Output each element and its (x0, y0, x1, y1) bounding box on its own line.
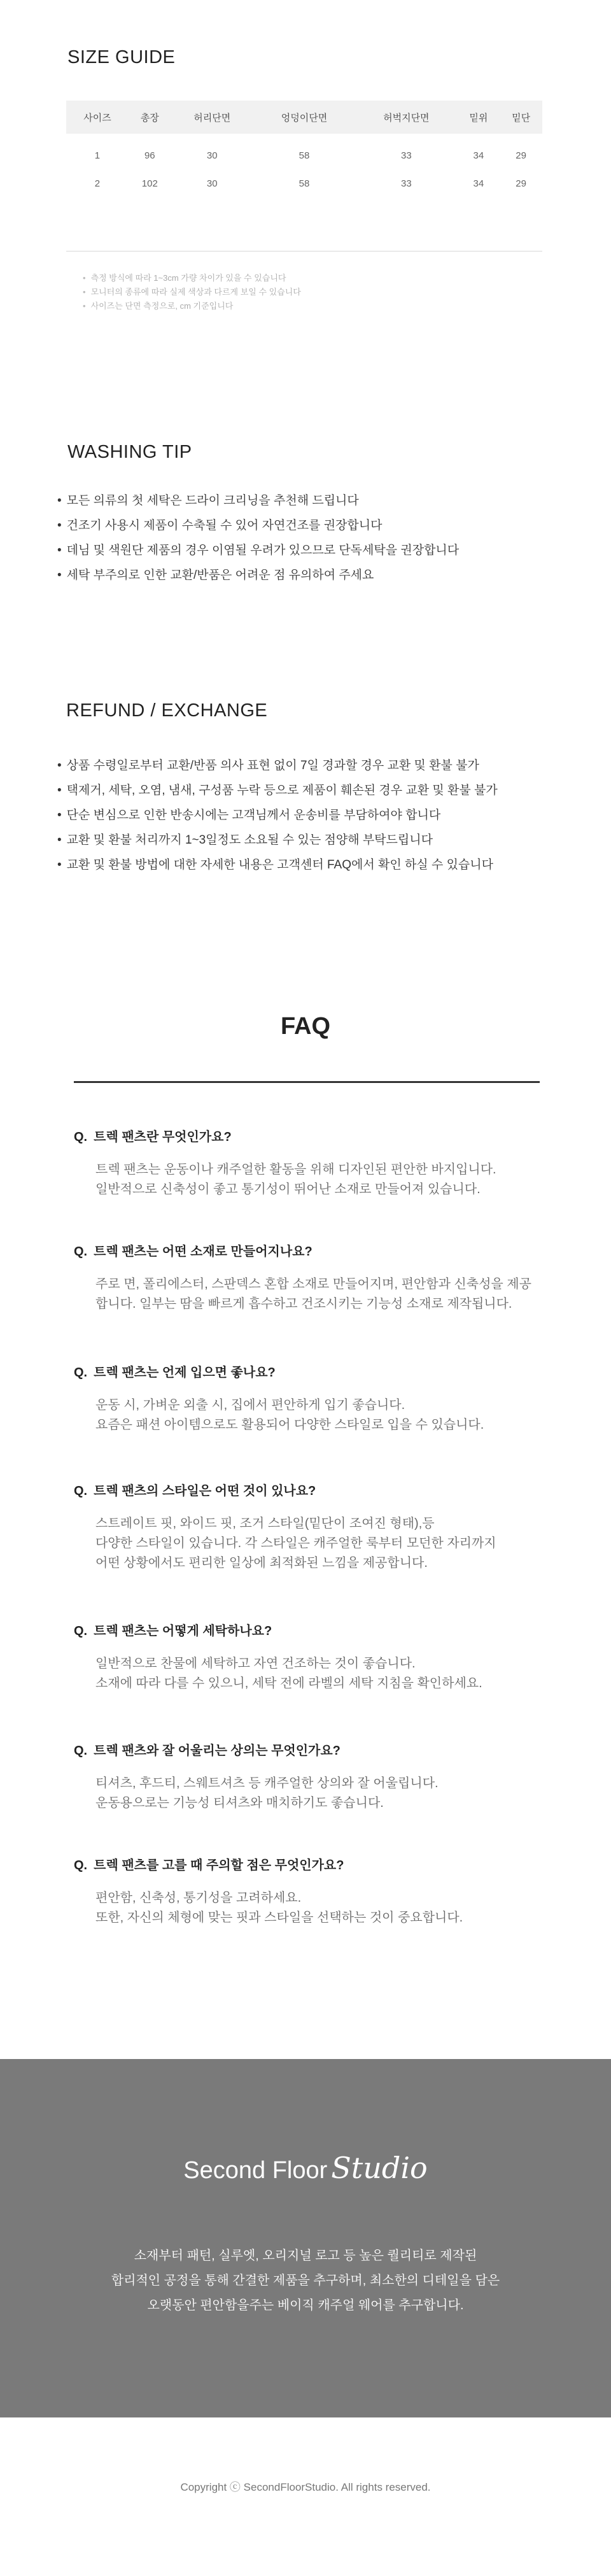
faq-divider (74, 1081, 540, 1083)
size-note: • 사이즈는 단면 측정으로, cm 기준입니다 (83, 299, 301, 313)
list-item: • 단순 변심으로 인한 반송시에는 고객님께서 운송비를 부담하여야 합니다 (57, 803, 498, 828)
washing-list (57, 488, 459, 588)
size-notes (83, 271, 301, 313)
faq-question-text: 트렉 팬츠는 언제 입으면 좋나요? (94, 1366, 276, 1380)
faq-item (74, 1242, 545, 1314)
faq-answer-line: 편안함, 신축성, 통기성을 고려하세요. (95, 1891, 302, 1905)
faq-question-text: 트렉 팬츠는 어떤 소재로 만들어지나요? (94, 1245, 313, 1259)
faq-answer-line: 주로 면, 폴리에스터, 스판덱스 혼합 소재로 만들어지며, 편안함과 신축성을 제공 (95, 1277, 531, 1291)
faq-answer-line: 일반적으로 찬물에 세탁하고 자연 건조하는 것이 좋습니다. (95, 1657, 416, 1671)
table-row (66, 134, 542, 167)
size-table-header (66, 101, 542, 134)
faq-item (74, 1621, 545, 1694)
header-cell: 엉덩이단면 (253, 101, 355, 134)
faq-question-text: 트렉 팬츠를 고를 때 주의할 점은 무엇인가요? (94, 1858, 344, 1872)
list-item: • 데님 및 색원단 제품의 경우 이염될 우려가 있으므로 단독세탁을 권장합니다 (57, 538, 459, 563)
faq-question-text: 트렉 팬츠는 어떻게 세탁하나요? (94, 1624, 272, 1638)
header-cell: 허리단면 (171, 101, 253, 134)
faq-title: FAQ (280, 1013, 331, 1040)
faq-question-text: 트렉 팬츠란 무엇인가요? (94, 1130, 232, 1144)
table-cell: 2 (94, 178, 101, 189)
faq-answer (95, 1160, 545, 1200)
faq-answer (95, 1275, 545, 1314)
faq-question (74, 1621, 545, 1641)
table-cell: 34 (473, 178, 484, 189)
q-prefix: Q. (74, 1245, 88, 1259)
faq-question (74, 1242, 545, 1262)
header-cell: 밑단 (500, 101, 542, 134)
faq-question (74, 1127, 545, 1147)
q-prefix: Q. (74, 1744, 88, 1758)
faq-item (74, 1481, 545, 1573)
table-cell: 96 (144, 150, 155, 161)
faq-answer-line: 트렉 팬츠는 운동이나 캐주얼한 활동을 위해 디자인된 편안한 바지입니다. (95, 1163, 496, 1177)
list-item: • 건조기 사용시 제품이 수축될 수 있어 자연건조를 권장합니다 (57, 513, 459, 538)
table-cell: 33 (400, 178, 412, 189)
list-item: • 상품 수령일로부터 교환/반품 의사 표현 없이 7일 경과할 경우 교환 및 환불 불가 (57, 753, 498, 778)
header-cell: 밑위 (458, 101, 500, 134)
brand-description-line: 소재부터 패턴, 실루엣, 오리지널 로고 등 높은 퀄리티로 제작된 (134, 2249, 477, 2263)
faq-question (74, 1481, 545, 1501)
table-cell: 29 (516, 150, 526, 161)
table-cell: 58 (298, 178, 310, 189)
faq-question-text: 트렉 팬츠의 스타일은 어떤 것이 있나요? (94, 1484, 316, 1498)
faq-answer-line: 또한, 자신의 체형에 맞는 핏과 스타일을 선택하는 것이 중요합니다. (95, 1911, 463, 1925)
refund-title: REFUND / EXCHANGE (66, 700, 268, 721)
faq-answer-line: 운동 시, 가벼운 외출 시, 집에서 편안하게 입기 좋습니다. (95, 1398, 405, 1412)
faq-item (74, 1127, 545, 1200)
brand-band (0, 2059, 611, 2417)
q-prefix: Q. (74, 1366, 88, 1380)
table-cell: 30 (206, 178, 218, 189)
table-row (66, 167, 542, 201)
faq-answer-line: 합니다. 일부는 땀을 빠르게 흡수하고 건조시키는 기능성 소재로 제작됩니다. (95, 1297, 512, 1311)
faq-question (74, 1741, 545, 1761)
table-cell: 1 (94, 150, 101, 161)
size-note: • 측정 방식에 따라 1~3cm 가량 차이가 있을 수 있습니다 (83, 271, 301, 285)
list-item: • 교환 및 환불 방법에 대한 자세한 내용은 고객센터 FAQ에서 확인 하실 수 있습니다 (57, 853, 498, 877)
faq-answer (95, 1654, 545, 1694)
faq-answer-line: 운동용으로는 기능성 티셔츠와 매치하기도 좋습니다. (95, 1796, 384, 1810)
faq-answer (95, 1514, 545, 1573)
faq-answer-line: 요즘은 패션 아이템으로도 활용되어 다양한 스타일로 입을 수 있습니다. (95, 1418, 484, 1432)
faq-answer-line: 다양한 스타일이 있습니다. 각 스타일은 캐주얼한 룩부터 모던한 자리까지 (95, 1536, 496, 1550)
faq-answer-line: 티셔츠, 후드티, 스웨트셔츠 등 캐주얼한 상의와 잘 어울립니다. (95, 1776, 439, 1790)
faq-item (74, 1362, 545, 1435)
table-cell: 102 (141, 178, 158, 189)
faq-answer (95, 1396, 545, 1435)
table-cell: 33 (400, 150, 412, 161)
washing-title: WASHING TIP (67, 442, 192, 462)
faq-question (74, 1855, 545, 1876)
brand-description-line: 오랫동안 편안함을주는 베이직 캐주얼 웨어를 추구합니다. (147, 2298, 464, 2312)
refund-list (57, 753, 498, 877)
list-item: • 택제거, 세탁, 오염, 냄새, 구성품 누락 등으로 제품이 훼손된 경우 교환 및 환불 불가 (57, 778, 498, 803)
size-table (66, 101, 542, 201)
size-note: • 모니터의 종류에 따라 실제 색상과 다르게 보일 수 있습니다 (83, 285, 301, 299)
faq-answer (95, 1888, 545, 1928)
faq-answer (95, 1774, 545, 1813)
brand-description (0, 2244, 611, 2318)
list-item: • 교환 및 환불 처리까지 1~3일정도 소요될 수 있는 점양해 부탁드립니다 (57, 828, 498, 853)
header-cell: 총장 (129, 101, 171, 134)
list-item: • 모든 의류의 첫 세탁은 드라이 크리닝을 추천해 드립니다 (57, 488, 459, 513)
table-cell: 58 (298, 150, 310, 161)
brand-description-line: 합리적인 공정을 통해 간결한 제품을 추구하며, 최소한의 디테일을 담은 (111, 2274, 500, 2288)
header-cell: 허벅지단면 (355, 101, 457, 134)
q-prefix: Q. (74, 1858, 88, 1872)
brand-logo (0, 2151, 611, 2185)
q-prefix: Q. (74, 1130, 88, 1144)
faq-question (74, 1362, 545, 1383)
faq-answer-line: 스트레이트 핏, 와이드 핏, 조거 스타일(밑단이 조여진 형태),등 (95, 1517, 435, 1531)
q-prefix: Q. (74, 1624, 88, 1638)
faq-answer-line: 어떤 상황에서도 편리한 일상에 최적화된 느낌을 제공합니다. (95, 1556, 428, 1570)
copyright: Copyright ⓒ SecondFloorStudio. All rights reserved. (180, 2481, 431, 2493)
brand-name-script: Studio (331, 2151, 428, 2185)
brand-name-plain: Second Floor (183, 2157, 328, 2184)
list-item: • 세탁 부주의로 인한 교환/반품은 어려운 점 유의하여 주세요 (57, 563, 459, 588)
size-guide-title: SIZE GUIDE (67, 47, 176, 67)
table-cell: 29 (516, 178, 526, 189)
faq-question-text: 트렉 팬츠와 잘 어울리는 상의는 무엇인가요? (94, 1744, 341, 1758)
table-cell: 34 (473, 150, 484, 161)
faq-item (74, 1855, 545, 1928)
table-cell: 30 (206, 150, 218, 161)
q-prefix: Q. (74, 1484, 88, 1498)
faq-answer-line: 일반적으로 신축성이 좋고 통기성이 뛰어난 소재로 만들어져 있습니다. (95, 1182, 481, 1196)
faq-item (74, 1741, 545, 1813)
header-cell: 사이즈 (66, 101, 129, 134)
faq-answer-line: 소재에 따라 다를 수 있으니, 세탁 전에 라벨의 세탁 지침을 확인하세요. (95, 1676, 482, 1690)
